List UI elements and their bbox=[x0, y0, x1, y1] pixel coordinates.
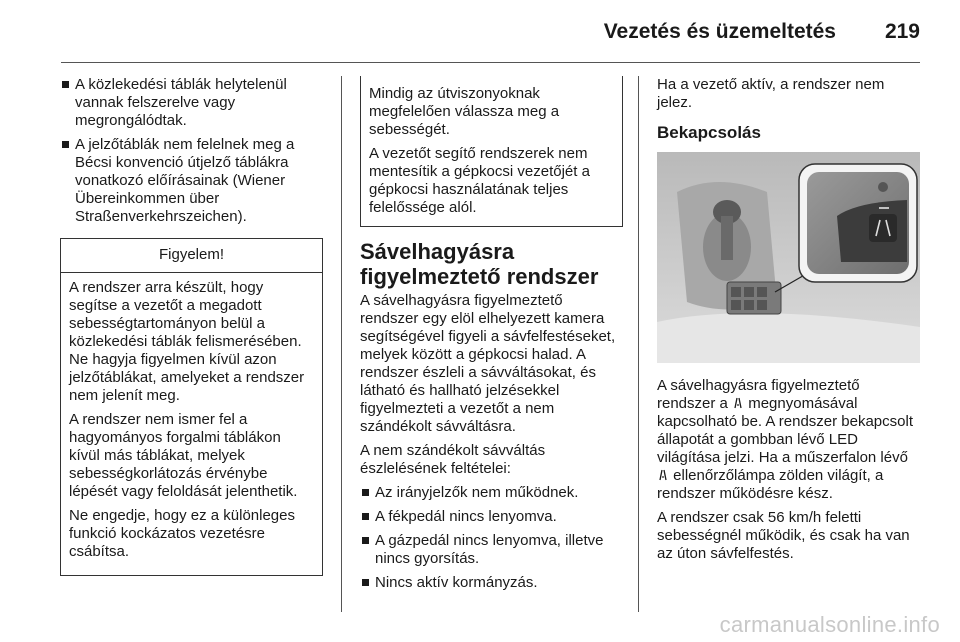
column-divider bbox=[638, 76, 639, 612]
list-item: A fékpedál nincs lenyomva. bbox=[360, 508, 623, 526]
list-item: Nincs aktív kormányzás. bbox=[360, 574, 623, 592]
warning-box-continued bbox=[360, 76, 623, 227]
intro-paragraph: A sávelhagyásra figyelmeztető rendszer egy elöl elhelyezett kamera segítségével figyeli a sávfelfestéseket, melyek között a gépkocsi halad. A rendszer észleli a sávváltásokat, és látható és hallható jelzésekkel figyelmezteti a vezetőt a nem szándékolt sávváltásra. bbox=[360, 292, 616, 435]
warning-box bbox=[60, 238, 323, 576]
header-title: Vezetés és üzemeltetés bbox=[603, 20, 836, 43]
list-item: A jelzőtáblák nem felelnek meg a Bécsi konvenció útjelző táblákra vonatkozó előírásainak (Wiener Übereinkommen über Straßenverkehrszeichen). bbox=[60, 136, 323, 226]
activation-paragraph: A sávelhagyásra figyelmeztető rendszer a megnyomásával kapcsolható be. A rendszer bekapcsolt állapotát a gombban lévő LED világítása jelzi. Ha a műszerfalon lévő ellenőrzőlámpa zölden világít, a rendszer működésre kész. bbox=[657, 377, 913, 502]
lane-departure-icon bbox=[732, 397, 744, 409]
warning-paragraph: A rendszer nem ismer fel a hagyományos forgalmi táblákon kívül más táblákat, melyek sebességkorlátozás érvénybe lépését vagy feloldását jelenthetik. bbox=[69, 411, 298, 500]
column-divider bbox=[341, 76, 342, 612]
warning-paragraph: A vezetőt segítő rendszerek nem mentesítik a gépkocsi vezetőjét a gépkocsi használatának teljes felelőssége alól. bbox=[369, 145, 590, 216]
conditions-intro: A nem szándékolt sávváltás észlelésének feltételei: bbox=[360, 442, 546, 477]
subheading: Bekapcsolás bbox=[657, 123, 761, 142]
lane-departure-icon bbox=[657, 469, 669, 481]
warning-body bbox=[61, 273, 322, 575]
list-item: A gázpedál nincs lenyomva, illetve nincs gyorsítás. bbox=[360, 532, 623, 568]
page-number: 219 bbox=[884, 20, 920, 43]
intro-paragraph: Ha a vezető aktív, a rendszer nem jelez. bbox=[657, 76, 885, 111]
list-item: Az irányjelzők nem működnek. bbox=[360, 484, 623, 502]
bullet-list bbox=[60, 76, 323, 226]
column-3 bbox=[657, 76, 920, 569]
conditions-list bbox=[360, 484, 623, 592]
column-2 bbox=[360, 76, 623, 598]
watermark: carmanualsonline.info bbox=[719, 612, 940, 637]
column-1 bbox=[60, 76, 323, 576]
warning-paragraph: Ne engedje, hogy ez a különleges funkció kockázatos vezetésre csábítsa. bbox=[69, 507, 295, 560]
speed-paragraph: A rendszer csak 56 km/h feletti sebességnél működik, és csak ha van az úton sávfelfestés. bbox=[657, 509, 910, 562]
warning-paragraph: Mindig az útviszonyoknak megfelelően válassza meg a sebességét. bbox=[369, 85, 560, 138]
warning-title: Figyelem! bbox=[61, 239, 322, 273]
section-title: Sávelhagyásra figyelmeztető rendszer bbox=[360, 239, 599, 289]
dashboard-photo bbox=[657, 152, 920, 363]
warning-paragraph: A rendszer arra készült, hogy segítse a vezetőt a megadott sebességtartományon belül a közlekedési táblák felismerésében. Ne hagyja figyelmen kívül azon jelzőtáblákat, amelyeket a rendszer nem jelenít meg. bbox=[69, 279, 305, 404]
list-item: A közlekedési táblák helytelenül vannak felszerelve vagy megrongálódtak. bbox=[60, 76, 323, 130]
page-header bbox=[0, 0, 960, 64]
header-rule bbox=[61, 62, 920, 63]
